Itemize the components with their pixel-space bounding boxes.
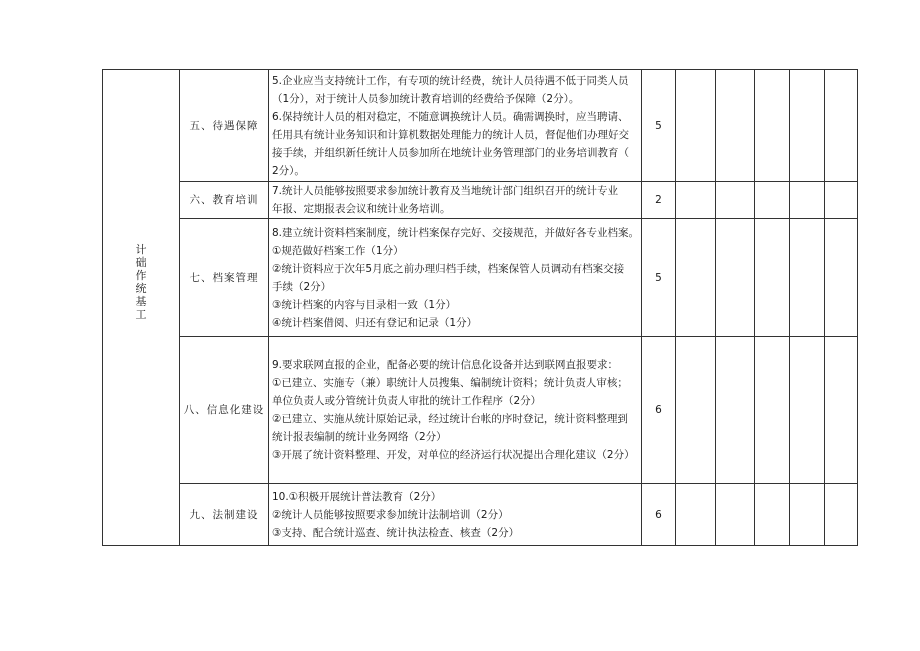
evaluation-table [102,69,858,546]
content-line: ②统计人员能够按照要求参加统计法制培训（2分） [272,508,509,521]
section-label: 计础作统基工 [135,243,147,321]
empty-score-cell[interactable] [825,219,858,337]
section-cell [103,70,180,546]
table-row [103,484,858,546]
content-line: ①规范做好档案工作（1分） [272,244,404,257]
content-line: 5.企业应当支持统计工作，有专项的统计经费，统计人员待遇不低于同类人员 [272,74,629,87]
item-content-cell [269,219,642,337]
empty-score-cell[interactable] [755,337,790,484]
empty-score-cell[interactable] [755,70,790,182]
content-line: ②已建立、实施从统计原始记录，经过统计台帐的序时登记，统计资料整理到 [272,413,628,425]
empty-score-cell[interactable] [676,337,716,484]
empty-score-cell[interactable] [716,70,755,182]
empty-score-cell[interactable] [790,70,825,182]
empty-score-cell[interactable] [790,337,825,484]
content-line: 9.要求联网直报的企业，配备必要的统计信息化设备并达到联网直报要求： [272,359,619,371]
item-content-cell [269,484,642,546]
content-line: ③开展了统计资料整理、开发，对单位的经济运行状况提出合理化建议（2分） [272,449,635,461]
table-row [103,219,858,337]
score-cell: 6 [642,484,676,546]
empty-score-cell[interactable] [676,219,716,337]
empty-score-cell[interactable] [825,484,858,546]
content-line: 统计报表编制的统计业务网络（2分） [272,431,447,443]
content-line: 6.保持统计人员的相对稳定，不随意调换统计人员。确需调换时，应当聘请、 [272,110,629,123]
content-line: 7.统计人员能够按照要求参加统计教育及当地统计部门组织召开的统计专业 [272,185,619,197]
item-content-cell [269,70,642,182]
empty-score-cell[interactable] [676,182,716,219]
content-line: ④统计档案借阅、归还有登记和记录（1分） [272,316,478,329]
content-line: ①已建立、实施专（兼）职统计人员搜集、编制统计资料；统计负责人审核； [272,377,628,389]
content-line: 单位负责人或分管统计负责人审批的统计工作程序（2分） [272,395,542,407]
item-name-cell: 六、教育培训 [180,182,269,219]
content-line: 任用具有统计业务知识和计算机数据处理能力的统计人员，督促他们办理好交 [272,128,629,141]
content-line: 10.①积极开展统计普法教育（2分） [272,490,442,503]
item-name-cell: 五、待遇保障 [180,70,269,182]
item-name-cell: 九、法制建设 [180,484,269,546]
score-cell: 5 [642,70,676,182]
item-name-cell: 八、信息化建设 [180,337,269,484]
empty-score-cell[interactable] [825,337,858,484]
empty-score-cell[interactable] [755,219,790,337]
empty-score-cell[interactable] [825,70,858,182]
empty-score-cell[interactable] [790,219,825,337]
content-line: 接手续，并组织新任统计人员参加所在地统计业务管理部门的业务培训教育（ [272,146,629,159]
item-content-cell [269,182,642,219]
score-cell: 5 [642,219,676,337]
content-line: 2分）。 [272,164,305,177]
empty-score-cell[interactable] [716,219,755,337]
content-line: 8.建立统计资料档案制度，统计档案保存完好、交接规范，并做好各专业档案。 [272,226,640,239]
content-line: ③统计档案的内容与目录相一致（1分） [272,298,457,311]
empty-score-cell[interactable] [790,484,825,546]
empty-score-cell[interactable] [825,182,858,219]
content-line: ③支持、配合统计巡查、统计执法检查、核查（2分） [272,526,520,539]
empty-score-cell[interactable] [676,70,716,182]
item-name-cell: 七、档案管理 [180,219,269,337]
table-row [103,337,858,484]
table-body [103,70,858,546]
empty-score-cell[interactable] [755,484,790,546]
item-content-cell [269,337,642,484]
empty-score-cell[interactable] [790,182,825,219]
table-row [103,70,858,182]
empty-score-cell[interactable] [716,182,755,219]
score-cell: 2 [642,182,676,219]
score-cell: 6 [642,337,676,484]
empty-score-cell[interactable] [716,484,755,546]
content-line: 手续（2分） [272,280,332,293]
empty-score-cell[interactable] [676,484,716,546]
content-line: 年报、定期报表会议和统计业务培训。 [272,203,451,215]
content-line: ②统计资料应于次年5月底之前办理归档手续，档案保管人员调动有档案交接 [272,262,625,275]
table-row [103,182,858,219]
empty-score-cell[interactable] [755,182,790,219]
content-line: （1分），对于统计人员参加统计教育培训的经费给予保障（2分）。 [272,92,580,105]
empty-score-cell[interactable] [716,337,755,484]
